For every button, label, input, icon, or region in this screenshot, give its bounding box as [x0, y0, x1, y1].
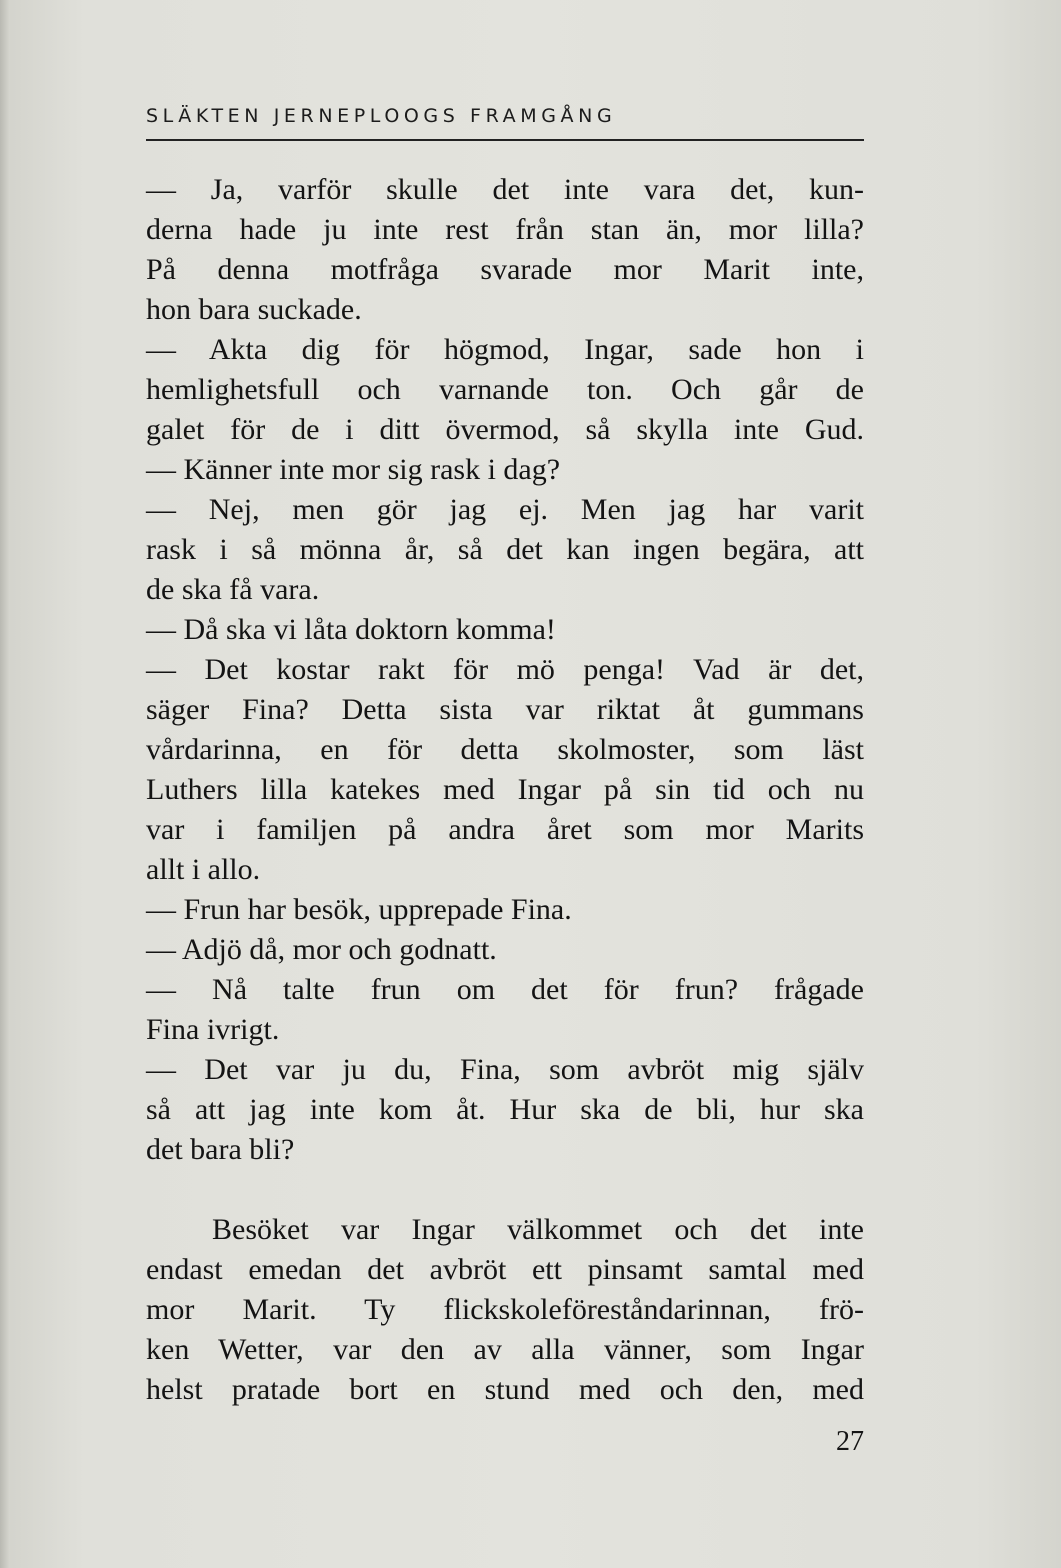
text-line: — Det var ju du, Fina, som avbröt mig själv — [146, 1053, 864, 1086]
text-line: det bara bli? — [146, 1133, 295, 1166]
text-line: de ska få vara. — [146, 573, 320, 606]
header-rule — [146, 139, 864, 141]
page-number: 27 — [836, 1426, 864, 1457]
text-line: — Nå talte frun om det för frun? frågade — [146, 973, 864, 1006]
text-line: hon bara suckade. — [146, 293, 362, 326]
text-line: — Ja, varför skulle det inte vara det, kun- — [146, 173, 864, 206]
text-line: hemlighetsfull och varnande ton. Och går de — [146, 373, 864, 406]
text-line: allt i allo. — [146, 853, 261, 886]
text-line: derna hade ju inte rest från stan än, mor lilla? — [146, 213, 864, 246]
text-line: vårdarinna, en för detta skolmoster, som läst — [146, 733, 864, 766]
page-spine-edge — [0, 0, 10, 1568]
text-line: rask i så mönna år, så det kan ingen begära, att — [146, 533, 864, 566]
text-line: — Nej, men gör jag ej. Men jag har varit — [146, 493, 864, 526]
text-line: var i familjen på andra året som mor Marits — [146, 813, 864, 846]
text-line: — Adjö då, mor och godnatt. — [146, 933, 497, 966]
running-head: SLÄKTEN JERNEPLOOGS FRAMGÅNG — [146, 105, 617, 127]
text-line: Besöket var Ingar välkommet och det inte — [212, 1213, 864, 1246]
text-line: På denna motfråga svarade mor Marit inte, — [146, 253, 864, 286]
text-line: — Då ska vi låta doktorn komma! — [146, 613, 556, 646]
text-line: säger Fina? Detta sista var riktat åt gummans — [146, 693, 864, 726]
text-line: så att jag inte kom åt. Hur ska de bli, hur ska — [146, 1093, 864, 1126]
text-line: mor Marit. Ty flickskoleföreståndarinnan, frö- — [146, 1293, 864, 1326]
text-line: — Frun har besök, upprepade Fina. — [146, 893, 572, 926]
text-line: — Känner inte mor sig rask i dag? — [146, 453, 561, 486]
text-line: Fina ivrigt. — [146, 1013, 280, 1046]
text-line: Luthers lilla katekes med Ingar på sin tid och nu — [146, 773, 864, 806]
text-line: galet för de i ditt övermod, så skylla inte Gud. — [146, 413, 864, 446]
text-line: — Akta dig för högmod, Ingar, sade hon i — [146, 333, 864, 366]
text-line: helst pratade bort en stund med och den, med — [146, 1373, 864, 1406]
text-line: ken Wetter, var den av alla vänner, som Ingar — [146, 1333, 864, 1366]
text-line: — Det kostar rakt för mö penga! Vad är det, — [146, 653, 864, 686]
text-line: endast emedan det avbröt ett pinsamt samtal med — [146, 1253, 864, 1286]
